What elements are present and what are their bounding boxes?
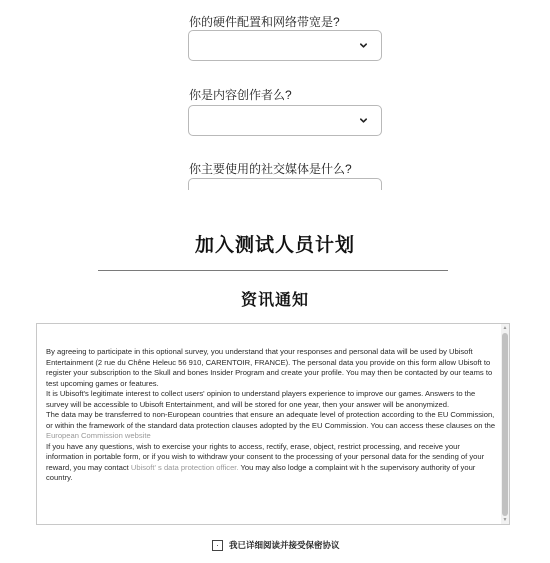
scroll-down-arrow-icon[interactable]: ▼ — [502, 517, 508, 523]
notice-paragraph — [46, 347, 496, 389]
notice-text-run: By agreeing to participate in this optional survey, you understand that your responses and personal data will be used by Ubisoft Entertainment (2 rue du Chêne Heleuc 56 910, CARENTOIR, FRANCE). The personal data you provide on this form allow Ubisoft to register your subscription to the Skull and bones Insider Program and create your profile. You may then be contacted by our teams to test upcoming games or features. — [46, 347, 493, 388]
question-label-hardware: 你的硬件配置和网络带宽是? — [189, 15, 340, 29]
notice-scrollbar[interactable] — [501, 324, 509, 524]
hardware-select[interactable] — [188, 30, 382, 61]
divider — [98, 270, 448, 271]
question-label-creator: 你是内容创作者么? — [189, 88, 292, 102]
notice-paragraph — [46, 389, 496, 410]
notice-link[interactable]: European Commission website — [46, 431, 151, 440]
notice-paragraph — [46, 442, 496, 484]
notice-text-run: You may also lodge a complaint wit h the supervisory authority of your country. — [46, 462, 476, 482]
notice-text-run: If you have any questions, wish to exercise your rights to access, rectify, erase, object, restrict processing, and receive your information in portable form, or if you wish to withdraw your consent to the processing of your personal data for the sending of your reward, you may contact — [46, 441, 485, 472]
social-media-select[interactable] — [188, 178, 382, 190]
notice-text-run: The data may be transferred to non-European countries that ensure an adequate level of protection according to the EU Commission, or within the framework of the standard data protection clauses adopted by the EU Commission. You can access these clauses on the — [46, 410, 496, 430]
question-label-social-media: 你主要使用的社交媒体是什么? — [189, 162, 352, 176]
notice-title: 资讯通知 — [240, 292, 309, 309]
agreement-label[interactable]: 我已详细阅读并接受保密协议 — [229, 540, 340, 550]
scroll-thumb[interactable] — [502, 333, 508, 516]
notice-paragraph — [46, 410, 496, 442]
chevron-down-icon — [359, 41, 368, 50]
notice-text-run: It is Ubisoft's legitimate interest to collect users' opinion to understand players experience to improve our games. Answers to the survey will be accessible to Ubisoft Entertainment, and will be stored for one year, then your answer will be anonymized. — [46, 389, 476, 409]
program-title: 加入测试人员计划 — [194, 235, 355, 256]
chevron-down-icon — [359, 116, 368, 125]
scroll-up-arrow-icon[interactable]: ▲ — [502, 325, 508, 331]
agreement-checkbox[interactable] — [212, 540, 223, 551]
notice-link[interactable]: Ubisoft' s data protection officer. — [130, 462, 239, 472]
agreement-row[interactable] — [212, 539, 340, 551]
privacy-notice-text — [46, 347, 496, 484]
creator-select[interactable] — [188, 105, 382, 136]
privacy-notice-box[interactable] — [36, 323, 510, 525]
